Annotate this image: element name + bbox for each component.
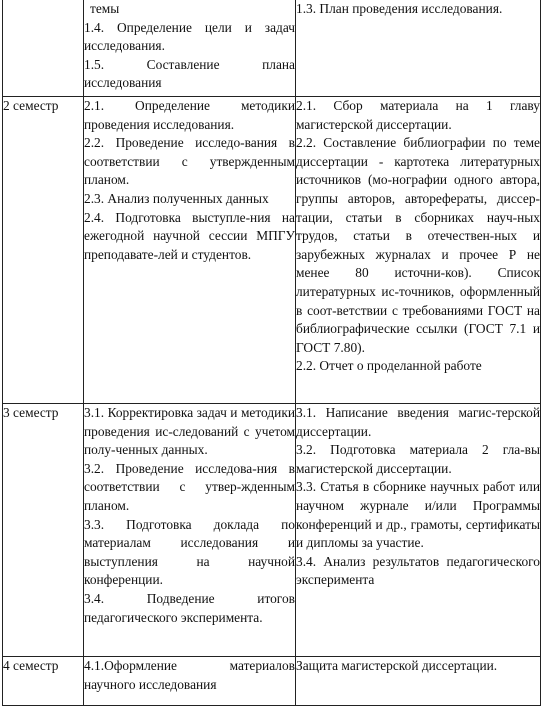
- results-cell: [296, 97, 541, 404]
- tasks-cell: [84, 657, 296, 706]
- result-text: 3.4. Анализ результатов педагогического эксперимента: [296, 553, 540, 588]
- table-row: [3, 404, 541, 657]
- task-text: 3.4. Подведение итогов педагогического эксперимента.: [84, 590, 295, 625]
- result-text: 1.3. План проведения исследования.: [296, 1, 503, 16]
- result-text: 3.1. Написание введения магис-терской диссертации.: [296, 405, 540, 439]
- task-text: 3.2. Проведение исследова-ния в соответствии с утвер-жденным планом.: [84, 460, 295, 513]
- result-text: Защита магистерской диссертации.: [296, 658, 498, 673]
- semester-cell: [3, 0, 84, 97]
- tasks-cell: [84, 97, 296, 404]
- result-text: 3.2. Подготовка материала 2 гла-вы магистерской диссертации.: [296, 442, 540, 476]
- task-text: 2.4. Подготовка выступле-ния на ежегодной научной сессии МПГУ преподавате-лей и студентов.: [84, 209, 295, 262]
- result-text: 2.2. Составление библиографии по теме диссертации - картотека литературных источников (мо-нографии одного автора, группы авторов, авторефераты, диссер-тации, статьи в сборниках науч-ных трудов, статьи в отечествен-ных и зарубежных журналах и прочее Р не менее 80 источни-ков). Список литературных ис-точников, оформленный в соот-ветствии с требованиями ГОСТ на библиографические ссылки (ГОСТ 7.1 и ГОСТ 7.80).: [296, 135, 540, 355]
- results-cell: [296, 657, 541, 706]
- semester-cell: 3 семестр: [3, 404, 84, 657]
- task-text: 1.5. Составление плана исследования: [84, 56, 295, 91]
- task-text: 4.1.Оформление материалов научного исследования: [84, 658, 295, 692]
- table-row: [3, 97, 541, 404]
- semester-cell: 2 семестр: [3, 97, 84, 404]
- study-plan-table: [2, 0, 541, 706]
- table-row: [3, 0, 541, 97]
- results-cell: [296, 404, 541, 657]
- task-text: 3.3. Подготовка доклада по материалам исследования и выступления на научной конференции.: [84, 516, 295, 588]
- result-text: 2.2. Отчет о проделанной работе: [296, 358, 482, 374]
- table-row: [3, 657, 541, 706]
- task-text: 3.1. Корректировка задач и методики проведения ис-следований с учетом полу-ченных данных.: [84, 405, 295, 458]
- task-text: 2.2. Проведение исследо-вания в соответствии с утвержденным планом.: [84, 135, 295, 188]
- tasks-cell: [84, 0, 296, 97]
- results-cell: [296, 0, 541, 97]
- tasks-cell: [84, 404, 296, 657]
- result-text: 2.1. Сбор материала на 1 главу магистерской диссертации.: [296, 98, 540, 132]
- task-text: темы: [90, 1, 120, 16]
- task-text: 1.4. Определение цели и задач исследования.: [84, 19, 295, 54]
- result-text: 3.3. Статья в сборнике научных работ или научном журнале и/или Программы конференций и др., грамоты, сертификаты и дипломы за участие.: [296, 479, 540, 551]
- task-text: 2.1. Определение методики проведения исследования.: [84, 98, 295, 132]
- task-text: 2.3. Анализ полученных данных: [84, 190, 269, 206]
- semester-cell: 4 семестр: [3, 657, 84, 706]
